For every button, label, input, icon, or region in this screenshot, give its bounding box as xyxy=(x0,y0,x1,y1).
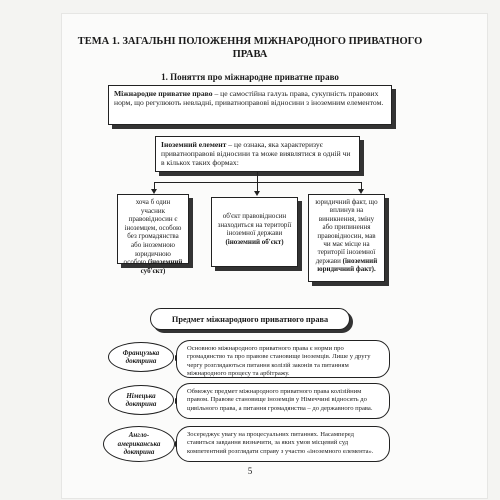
definition-term: Міжнародне приватне право xyxy=(114,89,213,98)
form-box-fact xyxy=(308,194,385,282)
form-subject-text: хоча б один учасник правовідносин є іноземцем, особою без громадянства або іноземною юридичною особою xyxy=(123,198,182,267)
doctrine-anglo-label: Англо-американська доктрина xyxy=(103,426,175,462)
definition-box xyxy=(108,85,392,125)
definition-text: – це самостійна галузь права, сукупність правових норм, що регулюють невладні, приватноправові відносини з іноземним елементом. xyxy=(114,89,384,108)
page-number: 5 xyxy=(247,466,253,476)
doctrine-german-label: Німецька доктрина xyxy=(108,385,174,415)
form-fact-text: юридичний факт, що вплинув на виникнення, зміну або припинення правовідносин, мав чи має місце на території іноземної держави xyxy=(315,198,378,265)
doctrine-french-label: Французька доктрина xyxy=(108,342,174,372)
page-title: ТЕМА 1. ЗАГАЛЬНІ ПОЛОЖЕННЯ МІЖНАРОДНОГО ПРИВАТНОГО ПРАВА xyxy=(77,36,423,60)
foreign-element-text: – це ознака, яка характеризує приватноправові відносини та може виявлятися в одній чи в кількох таких формах: xyxy=(161,140,351,168)
connector-stem xyxy=(257,172,258,182)
foreign-element-term: Іноземний елемент xyxy=(161,140,227,149)
connector-bar xyxy=(154,182,362,183)
form-box-subject xyxy=(117,194,189,275)
section-subtitle: 1. Поняття про міжнародне приватне право xyxy=(161,72,339,82)
doctrine-anglo-text: Зосереджує увагу на процесуальних питаннях. Насамперед ставиться завдання визначити, за яких умов місцевий суд компетентний розглядати справу з участю «іноземного елемента». xyxy=(176,426,390,462)
form-object-bold: (іноземний об'єкт) xyxy=(225,237,284,246)
form-object-text: об'єкт правовідносин знаходиться на території іноземної держави xyxy=(217,212,292,238)
subject-section-title: Предмет міжнародного приватного права xyxy=(150,308,350,330)
form-subject-bold: (іноземний суб'єкт) xyxy=(140,258,183,275)
doctrine-german-text: Обмежує предмет міжнародного приватного права колізійним правом. Правове становище іноземців у Німеччині відносять до цивільного права, а питання громадянства – до державного права. xyxy=(176,383,390,419)
arrow-mid xyxy=(254,191,260,196)
form-fact-bold: (іноземний юридичний факт). xyxy=(317,256,378,274)
form-box-object xyxy=(211,197,298,267)
doctrine-french-text: Основною міжнародного приватного права є норми про громадянство та про правове становище іноземців. Лише у другу чергу розглядаються питання колізій законів та питанням міжнародного процесу та арбітражу. xyxy=(176,340,390,378)
foreign-element-box xyxy=(155,136,360,172)
